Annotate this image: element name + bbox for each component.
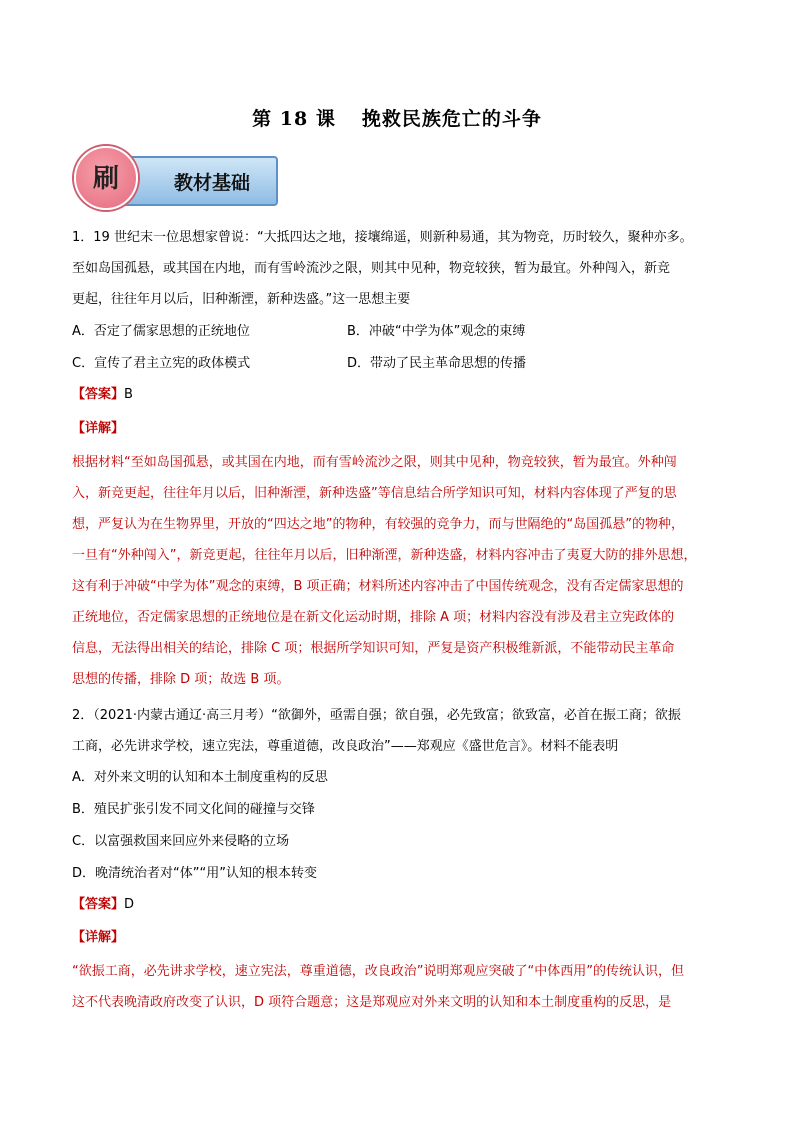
q2-explanation-line: “欲振工商，必先讲求学校，速立宪法，尊重道德，改良政治”说明郑观应突破了“中体西用”的传统认识，但	[72, 964, 684, 979]
lesson-title	[0, 104, 794, 131]
q2-stem-line: 2．（2021·内蒙古通辽·高三月考）“欲御外，亟需自强；欲自强，必先致富；欲致富，必首在振工商；欲振	[72, 708, 681, 723]
q1-explanation-line: 入，新竞更起，往往年月以后，旧种渐湮，新种迭盛”等信息结合所学知识可知，材料内容体现了严复的思	[72, 486, 677, 501]
q2-answer-value: D	[124, 897, 135, 912]
q1-stem-line: 至如岛国孤悬，或其国在内地，而有雪岭流沙之限，则其中见种，物竞较狭，暂为最宜。外种闯入，新竞	[72, 261, 671, 276]
q2-answer-label: 【答案】	[72, 897, 125, 912]
q1-answer-label: 【答案】	[72, 387, 125, 402]
q1-option-b: B．冲破“中学为体”观念的束缚	[347, 324, 526, 339]
q1-explanation-line: 一旦有“外种闯入”，新竞更起，往往年月以后，旧种渐湮，新种迭盛，材料内容冲击了夷夏大防的排外思想，	[72, 548, 697, 563]
q1-option-c: C．宣传了君主立宪的政体模式	[72, 356, 251, 371]
q1-answer-value: B	[124, 387, 133, 402]
q1-explanation-line: 思想的传播，排除 D 项；故选 B 项。	[72, 672, 290, 687]
q2-stem-line: 工商，必先讲求学校，速立宪法，尊重道德，改良政治”——郑观应《盛世危言》。材料不能表明	[72, 739, 619, 754]
q1-option-d: D．带动了民主革命思想的传播	[347, 356, 527, 371]
q2-answer	[72, 895, 732, 915]
lesson-name: 挽救民族危亡的斗争	[361, 108, 542, 130]
q1-explanation-line: 正统地位，否定儒家思想的正统地位是在新文化运动时期，排除 A 项；材料内容没有涉及君主立宪政体的	[72, 610, 675, 625]
q2-option-a: A．对外来文明的认知和本土制度重构的反思	[72, 770, 328, 785]
q1-explanation-line: 想，严复认为在生物界里，开放的“四达之地”的物种，有较强的竞争力，而与世隔绝的“岛国孤悬”的物种，	[72, 517, 684, 532]
q1-answer	[72, 385, 732, 405]
lesson-number: 第 18 课	[252, 108, 336, 130]
q1-explanation-line: 信息，无法得出相关的结论，排除 C 项；根据所学知识可知，严复是资产积极维新派，不能带动民主革命	[72, 641, 675, 656]
q2-detail-label: 【详解】	[72, 930, 125, 945]
banner-label: 教材基础	[174, 172, 251, 194]
q2-option-d: D．晚清统治者对“体”“用”认知的根本转变	[72, 866, 317, 881]
q2-option-b: B．殖民扩张引发不同文化间的碰撞与交锋	[72, 802, 315, 817]
q1-explanation-line: 根据材料“至如岛国孤悬，或其国在内地，而有雪岭流沙之限，则其中见种，物竞较狭，暂为最宜。外种闯	[72, 455, 677, 470]
brush-badge-icon: 刷	[74, 146, 138, 210]
q1-option-a: A．否定了儒家思想的正统地位	[72, 324, 250, 339]
section-banner	[74, 148, 278, 212]
q2-explanation-line: 这不代表晚清政府改变了认识，D 项符合题意；这是郑观应对外来文明的认知和本土制度重构的反思，是	[72, 995, 672, 1010]
q1-stem-line: 1．19 世纪末一位思想家曾说：“大抵四达之地，接壤绵遥，则新种易通，其为物竞，历时较久，聚种亦多。	[72, 230, 693, 245]
q1-detail-label: 【详解】	[72, 421, 125, 436]
q1-stem-line: 更起，往往年月以后，旧种渐湮，新种迭盛。”这一思想主要	[72, 292, 411, 307]
q1-explanation-line: 这有利于冲破“中学为体”观念的束缚，B 项正确；材料所述内容冲击了中国传统观念，没有否定儒家思想的	[72, 579, 684, 594]
q2-option-c: C．以富强救国来回应外来侵略的立场	[72, 834, 290, 849]
